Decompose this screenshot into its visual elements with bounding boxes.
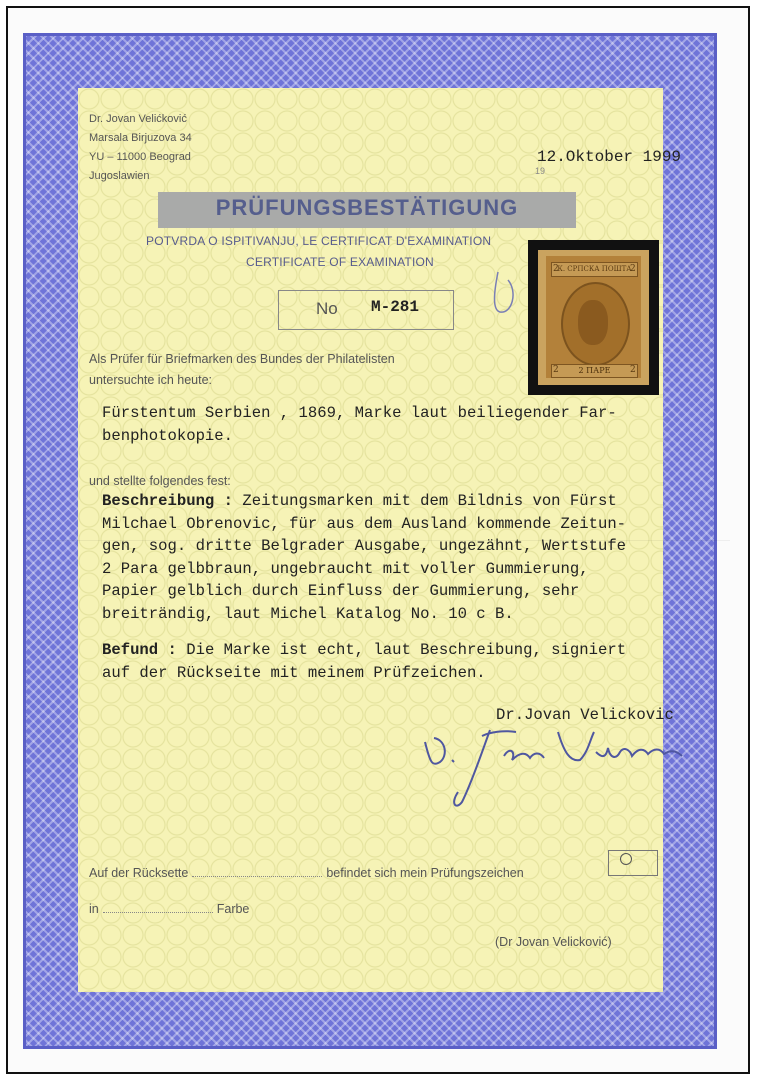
- stamp-value-label: 2 ПАРЕ: [551, 364, 638, 378]
- item-line-1: Fürstentum Serbien , 1869, Marke laut beiliegender Far-: [102, 404, 617, 422]
- examiner-street: Marsala Birjuzova 34: [89, 132, 192, 144]
- stamp-corner-value: 2: [553, 365, 559, 375]
- description-line: gen, sog. dritte Belgrader Ausgabe, ungezähnt, Wertstufe: [102, 537, 627, 555]
- description-line: Zeitungsmarken mit dem Bildnis von Fürst: [233, 492, 617, 510]
- reverse-mark-text: befindet sich mein Prüfungszeichen: [326, 866, 524, 880]
- description-line: Papier gelblich durch Einfluss der Gummierung, sehr: [102, 582, 580, 600]
- stamp-portrait-icon: [578, 300, 608, 345]
- certificate-number-box: [278, 290, 454, 330]
- subtitle-multilingual: POTVRDA O ISPITIVANJU, LE CERTIFICAT D'EXAMINATION: [146, 234, 492, 248]
- handwritten-signature: [420, 722, 700, 812]
- examined-item: [102, 402, 698, 447]
- finding-line: auf der Rückseite mit meinem Prüfzeichen.: [102, 663, 486, 682]
- dotted-fill: [192, 866, 322, 877]
- examiner-mark-icon: [620, 853, 632, 865]
- description-line: Milchael Obrenovic, für aus dem Ausland kommende Zeitun-: [102, 514, 627, 533]
- number-label: No: [316, 299, 338, 318]
- examiner-country: Jugoslawien: [89, 170, 150, 182]
- description-line: 2 Para gelbbraun, ungebraucht mit voller Gummierung,: [102, 559, 589, 578]
- stamp-corner-value: 2: [553, 264, 559, 274]
- color-line: [89, 902, 249, 916]
- examiner-name: Dr. Jovan Velićković: [89, 113, 187, 125]
- intro-line-2: untersuchte ich heute:: [89, 373, 212, 387]
- description-line: breiträndig, laut Michel Katalog No. 10 c B.: [102, 604, 514, 623]
- color-in-label: in: [89, 902, 99, 916]
- bottom-signer: (Dr Jovan Velicković): [495, 935, 612, 949]
- signer-name: Dr.Jovan Velickovic: [496, 706, 674, 724]
- stamp-corner-value: 2: [630, 365, 636, 375]
- date-prefix: 19: [535, 166, 546, 176]
- intro-line-1: Als Prüfer für Briefmarken des Bundes der Philatelisten: [89, 352, 395, 366]
- color-label: Farbe: [216, 902, 250, 916]
- dotted-fill: [103, 902, 213, 913]
- description-label: Beschreibung :: [102, 492, 234, 510]
- reverse-mark-line: [89, 866, 524, 880]
- examiner-city: YU – 11000 Beograd: [89, 151, 191, 163]
- finding-line: Die Marke ist echt, laut Beschreibung, signiert: [176, 641, 627, 659]
- item-line-2: benphotokopie.: [102, 426, 234, 445]
- certificate-date: 12.Oktober 1999: [537, 148, 682, 166]
- reverse-label: Auf der Rücksette: [89, 866, 189, 880]
- examiner-address: [89, 110, 192, 186]
- examiner-mark-box: [608, 850, 658, 876]
- stamp-top-label: К. СРПСКА ПОШТА: [551, 262, 638, 277]
- finding-block: [102, 639, 698, 684]
- subtitle-english: CERTIFICATE OF EXAMINATION: [246, 255, 434, 269]
- description-block: [102, 490, 698, 625]
- intro-text: [89, 349, 529, 391]
- finding-label: Befund :: [102, 641, 177, 659]
- certificate-number: M-281: [371, 298, 420, 316]
- stamp-corner-value: 2: [630, 264, 636, 274]
- findings-intro: und stellte folgendes fest:: [89, 474, 231, 488]
- certificate-title: PRÜFUNGSBESTÄTIGUNG: [215, 195, 519, 220]
